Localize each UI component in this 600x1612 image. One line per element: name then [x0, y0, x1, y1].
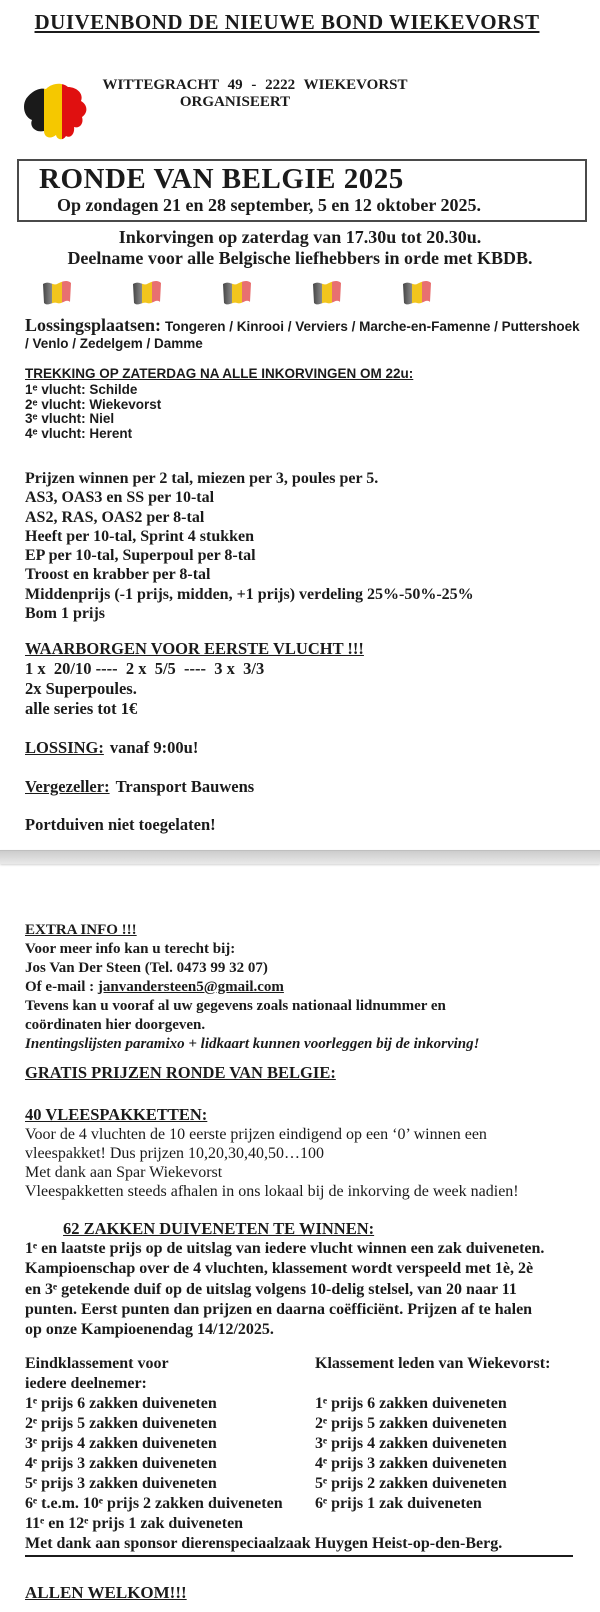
- pigeon-feed-heading: 62 ZAKKEN DUIVENETEN TE WINNEN:: [63, 1219, 375, 1238]
- meat-line: Met dank aan Spar Wiekevorst: [25, 1164, 223, 1181]
- email-line: [25, 978, 580, 997]
- standings-columns: [25, 1354, 600, 1534]
- prize-line: Middenprijs (-1 prijs, midden, +1 prijs) verdeling 25%-50%-25%: [25, 585, 474, 603]
- page-2: [0, 863, 600, 1612]
- prize-line: AS2, RAS, OAS2 per 8-tal: [25, 508, 205, 526]
- feed-line: Kampioenschap over de 4 vluchten, klassement wordt verspeeld met 1è, 2è: [25, 1260, 534, 1278]
- meat-line: Vleespakketten steeds afhalen in ons lokaal bij de inkorving de week nadien!: [25, 1183, 519, 1200]
- feed-line: op onze Kampioenendag 14/12/2025.: [25, 1321, 274, 1339]
- port-pigeons-note: Portduiven niet toegelaten!: [25, 815, 216, 835]
- standings-right-title: Klassement leden van Wiekevorst:: [315, 1355, 551, 1373]
- release-value: vanaf 9:00u!: [109, 738, 199, 758]
- extra-note-line: Tevens kan u vooraf al uw gegevens zoals nationaal lidnummer en: [25, 998, 446, 1014]
- welcome-line: ALLEN WELKOM!!!: [25, 1583, 187, 1603]
- guarantee-line: alle series tot 1€: [25, 699, 138, 719]
- standings-item: 11ᵉ en 12ᵉ prijs 1 zak duiveneten: [25, 1515, 244, 1533]
- club-title: DUIVENBOND DE NIEUWE BOND WIEKEVORST: [34, 10, 540, 34]
- belgium-map-icon: [20, 77, 92, 143]
- standings-item: 6ᵉ prijs 1 zak duiveneten: [315, 1495, 482, 1513]
- organiseert-line: ORGANISEERT: [179, 94, 291, 110]
- extra-info-heading: EXTRA INFO !!!: [25, 922, 137, 938]
- draw-section: [25, 366, 600, 441]
- guarantee-line: 2x Superpoules.: [25, 679, 137, 699]
- extra-info-line: Jos Van Der Steen (Tel. 0473 99 32 07): [25, 960, 268, 976]
- guarantees-heading: WAARBORGEN VOOR EERSTE VLUCHT !!!: [25, 639, 364, 659]
- prize-line: Bom 1 prijs: [25, 605, 105, 623]
- standings-item: 4ᵉ prijs 3 zakken duiveneten: [315, 1455, 507, 1473]
- flags-row: [40, 279, 600, 309]
- extra-note-line: coördinaten hier doorgeven.: [25, 1017, 206, 1033]
- prize-line: AS3, OAS3 en SS per 10-tal: [25, 489, 215, 507]
- draw-heading: TREKKING OP ZATERDAG NA ALLE INKORVINGEN OM 22u:: [25, 366, 414, 381]
- flight-item: 4ᵉ vlucht: Herent: [25, 425, 133, 441]
- feed-line: 1ᵉ en laatste prijs op de uitslag van iedere vlucht winnen een zak duiveneten.: [25, 1240, 545, 1257]
- standings-item: 4ᵉ prijs 3 zakken duiveneten: [25, 1455, 217, 1473]
- belgian-flag-icon: [310, 279, 344, 309]
- event-title: RONDE VAN BELGIE 2025: [39, 163, 404, 195]
- standings-wiekevorst-members: [315, 1354, 600, 1534]
- feed-line: en 3ᵉ getekende duif op de uitslag volgens 10-delig stelsel, van 20 naar 11: [25, 1280, 517, 1298]
- meat-packages-heading: 40 VLEESPAKKETTEN:: [25, 1105, 208, 1124]
- belgian-flag-icon: [400, 279, 434, 309]
- event-box: [17, 159, 587, 222]
- standings-all-participants: [25, 1354, 315, 1534]
- meat-line: Voor de 4 vluchten de 10 eerste prijzen eindigend op een ‘0’ winnen een: [25, 1126, 487, 1143]
- release-sites-block: [25, 317, 580, 352]
- standings-item: 2ᵉ prijs 5 zakken duiveneten: [315, 1415, 507, 1433]
- guarantee-line: 1 x 20/10 ---- 2 x 5/5 ---- 3 x 3/3: [25, 659, 265, 679]
- accompanier-value: Transport Bauwens: [115, 777, 255, 797]
- standings-left-title: iedere deelnemer:: [25, 1375, 147, 1393]
- meat-packages-section: [25, 1125, 580, 1201]
- standings-left-title: Eindklassement voor: [25, 1355, 169, 1373]
- feed-line: punten. Eerst punten dan prijzen en daarna coëfficiënt. Prijzen af te halen: [25, 1300, 533, 1318]
- standings-item: 1ᵉ prijs 6 zakken duiveneten: [315, 1395, 507, 1413]
- standings-item: 1ᵉ prijs 6 zakken duiveneten: [25, 1395, 217, 1413]
- meat-line: vleespakket! Dus prijzen 10,20,30,40,50…100: [25, 1145, 325, 1162]
- prize-line: EP per 10-tal, Superpoul per 8-tal: [25, 547, 256, 565]
- release-sites-label: Lossingsplaatsen:: [25, 315, 162, 335]
- prize-line: Heeft per 10-tal, Sprint 4 stukken: [25, 527, 255, 545]
- flight-item: 1ᵉ vlucht: Schilde: [25, 382, 138, 397]
- belgian-flag-icon: [130, 279, 164, 309]
- extra-info-line: Voor meer info kan u terecht bij:: [25, 941, 236, 957]
- accompanier-line: [25, 777, 600, 797]
- flight-item: 2ᵉ vlucht: Wiekevorst: [25, 396, 162, 412]
- belgian-flag-icon: [40, 279, 74, 309]
- event-dates: Op zondagen 21 en 28 september, 5 en 12 oktober 2025.: [57, 195, 482, 215]
- email-link[interactable]: janvandersteen5@gmail.com: [97, 979, 284, 995]
- standings-item: 3ᵉ prijs 4 zakken duiveneten: [315, 1435, 507, 1453]
- email-label: Of e-mail :: [25, 979, 95, 995]
- standings-item: 6ᵉ t.e.m. 10ᵉ prijs 2 zakken duiveneten: [25, 1495, 283, 1513]
- header-row: [0, 77, 600, 153]
- prize-line: Troost en krabber per 8-tal: [25, 566, 211, 584]
- prizes-section: [25, 469, 600, 623]
- page-break-divider: [0, 850, 600, 864]
- spacer: [315, 1374, 600, 1394]
- standings-item: 5ᵉ prijs 3 zakken duiveneten: [25, 1475, 217, 1493]
- pigeon-feed-section: [25, 1239, 586, 1340]
- standings-item: 3ᵉ prijs 4 zakken duiveneten: [25, 1435, 217, 1453]
- guarantees-section: [25, 639, 600, 719]
- vaccination-note: Inentingslijsten paramixo + lidkaart kunnen voorleggen bij de inkorving!: [25, 1036, 480, 1052]
- flight-item: 3ᵉ vlucht: Niel: [25, 411, 115, 426]
- basketing-line: Inkorvingen op zaterdag van 17.30u tot 20.30u.: [118, 227, 482, 247]
- standings-item: 5ᵉ prijs 2 zakken duiveneten: [315, 1475, 507, 1493]
- release-time-line: [25, 738, 600, 758]
- participation-line: Deelname voor alle Belgische liefhebbers in orde met KBDB.: [67, 248, 533, 268]
- extra-info-section: [25, 921, 580, 1054]
- release-label: LOSSING:: [25, 738, 104, 758]
- release-sites-list: Tongeren / Kinrooi / Verviers / Marche-en-Famenne / Puttershoek / Venlo / Zedelgem / Damme: [25, 319, 580, 351]
- belgian-flag-icon: [220, 279, 254, 309]
- free-prizes-heading: GRATIS PRIJZEN RONDE VAN BELGIE:: [25, 1063, 336, 1082]
- standings-item: 2ᵉ prijs 5 zakken duiveneten: [25, 1415, 217, 1433]
- prize-line: Prijzen winnen per 2 tal, miezen per 3, poules per 5.: [25, 470, 379, 487]
- sponsor-line: Met dank aan sponsor dierenspeciaalzaak Huygen Heist-op-den-Berg.: [25, 1534, 573, 1557]
- address-line: WITTEGRACHT 49 - 2222 WIEKEVORST: [102, 77, 408, 93]
- accompanier-label: Vergezeller:: [25, 777, 110, 797]
